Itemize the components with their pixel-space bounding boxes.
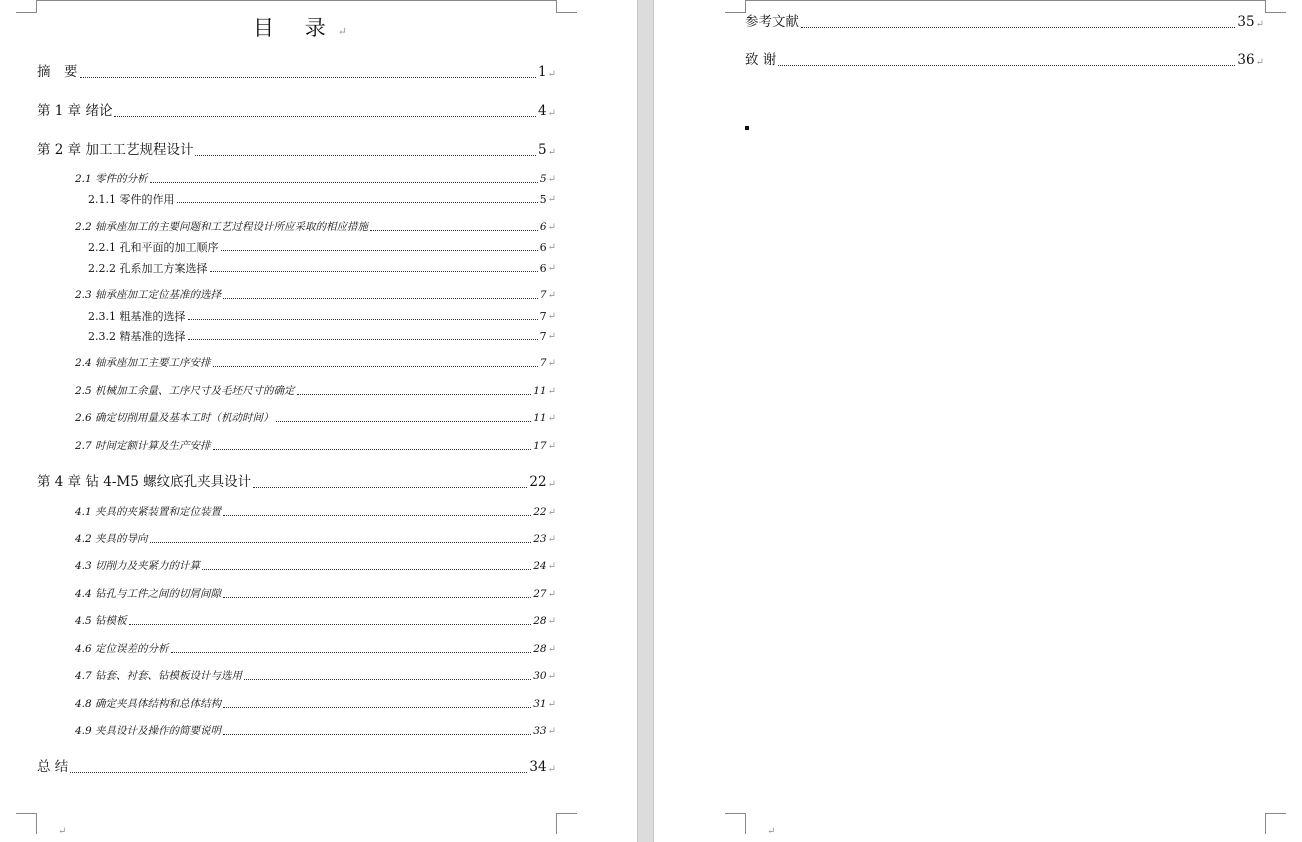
toc-page-number: 6 — [539, 262, 547, 275]
toc-entry-text: 4.6 定位误差的分析 — [75, 643, 169, 655]
paragraph-mark: ↵ — [1255, 18, 1264, 30]
paragraph-mark: ↵ — [547, 385, 556, 397]
toc-entry[interactable] — [37, 144, 556, 158]
toc-entry-text: 4.5 钻模板 — [75, 615, 127, 627]
toc-page-number: 33 — [533, 725, 547, 737]
toc-entry-text: 2.5 机械加工余量、工序尺寸及毛坯尺寸的确定 — [75, 385, 295, 397]
toc-leader-dots — [213, 449, 532, 450]
toc-leader-dots — [213, 366, 538, 367]
toc-page-number: 22 — [533, 506, 547, 518]
toc-entry-text: 4.4 钻孔与工件之间的切屑间隙 — [75, 588, 222, 600]
paragraph-mark: ↵ — [547, 506, 556, 518]
toc-entry[interactable] — [75, 699, 556, 710]
toc-leader-dots — [297, 394, 532, 395]
toc-leader-dots — [276, 421, 532, 422]
toc-page-number: 31 — [533, 698, 547, 710]
toc-entry-text: 4.9 夹具设计及操作的简要说明 — [75, 725, 222, 737]
toc-page-number: 28 — [533, 643, 547, 655]
toc-entry[interactable] — [75, 534, 556, 545]
toc-page-number: 7 — [539, 330, 547, 343]
crop-mark-top-right — [1265, 0, 1286, 13]
toc-entry[interactable] — [745, 16, 1264, 30]
margin-line — [745, 0, 1265, 1]
toc-entry[interactable] — [37, 761, 556, 775]
toc-entry-text: 致 谢 — [745, 52, 777, 68]
toc-page-number: 5 — [539, 193, 547, 206]
paragraph-mark: ↵ — [547, 194, 556, 205]
toc-entry-text: 摘 要 — [37, 64, 78, 80]
toc-entry-text: 总 结 — [37, 759, 69, 775]
crop-mark-top-left — [725, 0, 746, 13]
toc-page-number: 4 — [538, 103, 547, 119]
toc-page-number: 22 — [529, 474, 547, 490]
toc-leader-dots — [129, 624, 532, 625]
toc-page-number: 11 — [533, 412, 547, 424]
paragraph-mark: ↵ — [547, 289, 556, 301]
toc-entry[interactable] — [88, 263, 556, 274]
paragraph-mark: ↵ — [58, 826, 67, 837]
toc-entry[interactable] — [75, 441, 556, 452]
toc-page-number: 24 — [533, 560, 547, 572]
toc-leader-dots — [150, 542, 532, 543]
document-page-right — [654, 0, 1302, 842]
toc-leader-dots — [223, 298, 538, 299]
toc-entry[interactable] — [88, 311, 556, 322]
toc-entry[interactable] — [75, 507, 556, 518]
paragraph-mark: ↵ — [547, 588, 556, 600]
paragraph-mark: ↵ — [547, 725, 556, 737]
paragraph-mark: ↵ — [547, 311, 556, 322]
paragraph-mark: ↵ — [547, 763, 556, 775]
toc-page-number: 35 — [1237, 14, 1255, 30]
margin-line — [36, 0, 556, 1]
toc-entry[interactable] — [75, 671, 556, 682]
toc-entry[interactable] — [88, 242, 556, 253]
toc-page-number: 7 — [539, 357, 547, 369]
toc-leader-dots — [253, 487, 527, 488]
toc-entry[interactable] — [75, 358, 556, 369]
paragraph-mark: ↵ — [1255, 56, 1264, 68]
toc-leader-dots — [188, 319, 538, 320]
toc-entry[interactable] — [75, 561, 556, 572]
toc-entry-text: 2.2.2 孔系加工方案选择 — [88, 262, 208, 275]
toc-entry[interactable] — [75, 413, 556, 424]
toc-leader-dots — [370, 230, 538, 231]
toc-page-number: 1 — [538, 64, 547, 80]
toc-entry[interactable] — [75, 726, 556, 737]
toc-title: 目 录↵ — [253, 16, 347, 40]
toc-entry[interactable] — [75, 174, 556, 185]
toc-page-number: 11 — [533, 385, 547, 397]
paragraph-mark: ↵ — [547, 440, 556, 452]
toc-leader-dots — [195, 155, 536, 156]
toc-page-number: 27 — [533, 588, 547, 600]
toc-page-number: 5 — [538, 142, 547, 158]
toc-entry[interactable] — [37, 66, 556, 80]
page-gap — [637, 0, 654, 842]
toc-leader-dots — [202, 569, 531, 570]
paragraph-mark: ↵ — [547, 533, 556, 545]
toc-page-number: 36 — [1237, 52, 1255, 68]
paragraph-mark: ↵ — [547, 107, 556, 119]
crop-mark-bottom-right — [1265, 813, 1286, 834]
toc-leader-dots — [114, 116, 536, 117]
toc-entry-text: 4.8 确定夹具体结构和总体结构 — [75, 698, 222, 710]
toc-leader-dots — [223, 707, 531, 708]
document-page-left — [0, 0, 637, 842]
toc-entry-text: 4.3 切削力及夹紧力的计算 — [75, 560, 201, 572]
toc-leader-dots — [171, 652, 532, 653]
paragraph-mark: ↵ — [767, 826, 776, 837]
toc-entry-text: 4.1 夹具的夹紧装置和定位装置 — [75, 506, 222, 518]
toc-leader-dots — [150, 182, 538, 183]
toc-leader-dots — [177, 202, 538, 203]
paragraph-mark: ↵ — [547, 478, 556, 490]
toc-leader-dots — [223, 515, 531, 516]
toc-entry-text: 2.1 零件的分析 — [75, 173, 148, 185]
toc-entry-text: 2.3.1 粗基准的选择 — [88, 310, 186, 323]
toc-leader-dots — [801, 27, 1235, 28]
paragraph-mark: ↵ — [547, 357, 556, 369]
paragraph-mark: ↵ — [547, 68, 556, 80]
toc-entry[interactable] — [37, 476, 556, 490]
toc-entry-text: 2.2 轴承座加工的主要问题和工艺过程设计所应采取的相应措施 — [75, 221, 369, 233]
toc-leader-dots — [221, 250, 538, 251]
toc-leader-dots — [188, 339, 538, 340]
paragraph-mark: ↵ — [547, 221, 556, 233]
toc-page-number: 7 — [539, 310, 547, 323]
toc-leader-dots — [778, 65, 1235, 66]
paragraph-mark: ↵ — [547, 263, 556, 274]
toc-entry-text: 4.7 钻套、衬套、钻模板设计与选用 — [75, 670, 243, 682]
paragraph-mark: ↵ — [547, 698, 556, 710]
toc-page-number: 6 — [539, 241, 547, 254]
toc-entry[interactable] — [75, 386, 556, 397]
paragraph-mark: ↵ — [547, 173, 556, 185]
toc-entry-text: 2.3.2 精基准的选择 — [88, 330, 186, 343]
toc-entry-text: 第 2 章 加工工艺规程设计 — [37, 142, 194, 158]
paragraph-mark: ↵ — [547, 412, 556, 424]
toc-entry-text: 2.6 确定切削用量及基本工时（机动时间） — [75, 412, 274, 424]
toc-leader-dots — [70, 772, 527, 773]
bullet-mark — [745, 126, 749, 130]
toc-entry[interactable] — [745, 54, 1264, 68]
toc-leader-dots — [223, 734, 531, 735]
toc-leader-dots — [80, 77, 537, 78]
toc-page-number: 23 — [533, 533, 547, 545]
paragraph-mark: ↵ — [547, 560, 556, 572]
toc-entry-text: 2.1.1 零件的作用 — [88, 193, 175, 206]
toc-entry[interactable] — [75, 589, 556, 600]
toc-page-number: 6 — [539, 221, 547, 233]
toc-entry[interactable] — [75, 644, 556, 655]
crop-mark-bottom-left — [725, 813, 746, 834]
toc-entry-text: 参考文献 — [745, 14, 799, 30]
paragraph-mark: ↵ — [547, 331, 556, 342]
toc-entry-text: 2.3 轴承座加工定位基准的选择 — [75, 289, 222, 301]
toc-entry-text: 2.7 时间定额计算及生产安排 — [75, 440, 211, 452]
toc-entry[interactable] — [37, 105, 556, 119]
toc-entry-text: 2.4 轴承座加工主要工序安排 — [75, 357, 211, 369]
toc-leader-dots — [244, 679, 531, 680]
toc-entry-text: 第 1 章 绪论 — [37, 103, 113, 119]
crop-mark-bottom-right — [556, 813, 577, 834]
toc-entry-text: 4.2 夹具的导向 — [75, 533, 148, 545]
toc-leader-dots — [223, 597, 531, 598]
toc-entry-text: 第 4 章 钻 4-M5 螺纹底孔夹具设计 — [37, 474, 252, 490]
toc-entry-text: 2.2.1 孔和平面的加工顺序 — [88, 241, 219, 254]
toc-leader-dots — [210, 271, 538, 272]
paragraph-mark: ↵ — [547, 615, 556, 627]
paragraph-mark: ↵ — [547, 670, 556, 682]
crop-mark-bottom-left — [16, 813, 37, 834]
toc-entry[interactable] — [75, 290, 556, 301]
toc-entry[interactable] — [88, 194, 556, 205]
toc-page-number: 5 — [539, 173, 547, 185]
toc-entry[interactable] — [88, 331, 556, 342]
toc-page-number: 30 — [533, 670, 547, 682]
toc-page-number: 17 — [533, 440, 547, 452]
paragraph-mark: ↵ — [547, 643, 556, 655]
toc-page-number: 34 — [529, 759, 547, 775]
paragraph-mark: ↵ — [547, 242, 556, 253]
toc-entry[interactable] — [75, 616, 556, 627]
paragraph-mark: ↵ — [547, 146, 556, 158]
toc-page-number: 7 — [539, 289, 547, 301]
toc-page-number: 28 — [533, 615, 547, 627]
toc-entry[interactable] — [75, 222, 556, 233]
